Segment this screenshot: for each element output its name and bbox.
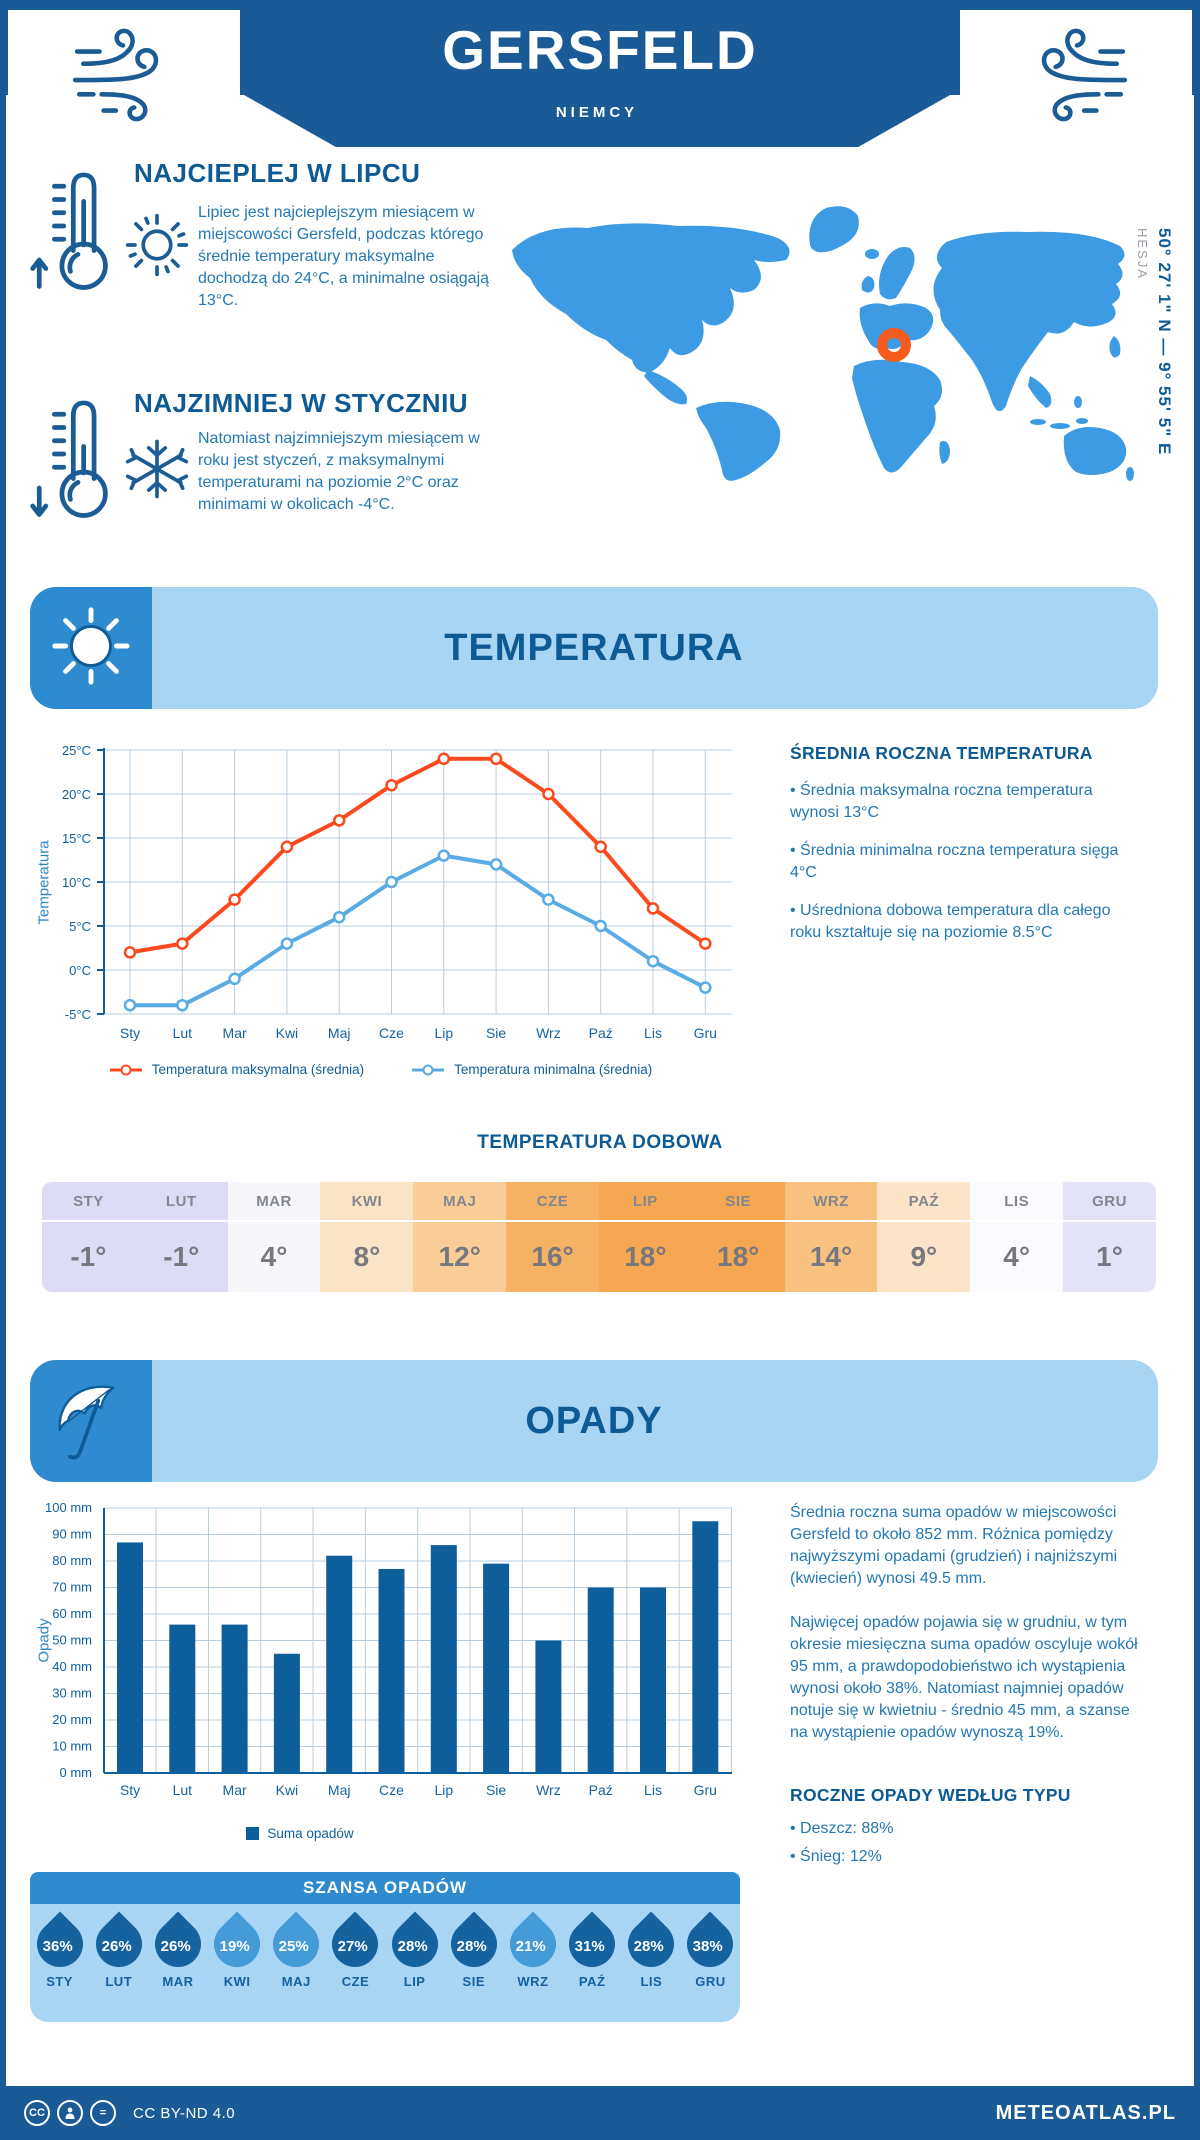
page-subtitle: NIEMCY bbox=[555, 104, 639, 121]
daily-temp-month: MAR bbox=[228, 1182, 321, 1222]
droplet-icon: 27% bbox=[323, 1911, 388, 1976]
svg-text:Maj: Maj bbox=[327, 1025, 351, 1041]
daily-temp-value: 16° bbox=[531, 1241, 574, 1272]
coldest-text: Natomiast najzimniejszym miesiącem w roku jest styczeń, z maksymalnymi temperaturami na poziomie 2°C oraz minimami w okolicach -4°C. bbox=[198, 430, 480, 513]
temperature-legend bbox=[20, 1062, 740, 1077]
wind-box-right bbox=[960, 10, 1192, 148]
daily-temp-value: 1° bbox=[1096, 1241, 1123, 1272]
license-label: CC BY-ND 4.0 bbox=[133, 2104, 236, 2122]
cc-icon: CC bbox=[24, 2100, 50, 2126]
temperature-y-axis-label: Temperatura bbox=[35, 840, 53, 925]
svg-text:Cze: Cze bbox=[379, 1782, 404, 1798]
droplet-icon: 21% bbox=[500, 1911, 565, 1976]
svg-text:Kwi: Kwi bbox=[275, 1782, 299, 1798]
rain-chance-item bbox=[622, 1915, 681, 2022]
rain-chance-item bbox=[267, 1915, 326, 2022]
svg-text:70 mm: 70 mm bbox=[52, 1579, 92, 1595]
footer bbox=[0, 2086, 1200, 2140]
svg-text:Sie: Sie bbox=[485, 1025, 507, 1041]
page-border-right bbox=[1194, 0, 1200, 2140]
daily-temp-value: -1° bbox=[70, 1241, 107, 1272]
rain-chance-item bbox=[444, 1915, 503, 2022]
temperature-summary-title: ŚREDNIA ROCZNA TEMPERATURA bbox=[790, 743, 1093, 763]
daily-temp-value: -1° bbox=[163, 1241, 200, 1272]
rain-chance-drops bbox=[30, 1904, 740, 2022]
temperature-banner bbox=[30, 587, 1158, 709]
thermometer-low-icon bbox=[26, 386, 130, 527]
svg-text:10°C: 10°C bbox=[61, 875, 91, 890]
daily-temp-month: MAJ bbox=[413, 1182, 506, 1222]
daily-temp-month: GRU bbox=[1063, 1182, 1156, 1222]
droplet-icon: 28% bbox=[441, 1911, 506, 1976]
precipitation-banner bbox=[30, 1360, 1158, 1482]
daily-temp-cell bbox=[970, 1182, 1063, 1292]
precipitation-type-title: ROCZNE OPADY WEDŁUG TYPU bbox=[790, 1785, 1071, 1805]
daily-temp-cell bbox=[42, 1182, 135, 1292]
cc-nd-icon: = bbox=[90, 2100, 116, 2126]
rain-chance-item bbox=[326, 1915, 385, 2022]
precipitation-summary bbox=[790, 1502, 1142, 1868]
daily-temp-month: CZE bbox=[506, 1182, 599, 1222]
precipitation-para2: Najwięcej opadów pojawia się w grudniu, w tym okresie miesięczna suma opadów oscyluje wokół 95 mm, a prawdopodobieństwo ich wystąpienia wynosi około 38%. Natomiast najmniej opadów notuje się w kwietniu - średnio 45 mm, a szanse na wystąpienie opadów wynoszą 19%. bbox=[790, 1614, 1138, 1741]
daily-temp-month: LIS bbox=[970, 1182, 1063, 1222]
svg-text:Lis: Lis bbox=[644, 1025, 662, 1041]
legend-item bbox=[246, 1826, 353, 1841]
wind-icon bbox=[1013, 21, 1139, 138]
svg-text:Sty: Sty bbox=[119, 1025, 141, 1041]
temperature-bullet: • Średnia minimalna roczna temperatura sięga 4°C bbox=[790, 840, 1142, 884]
wind-box-left bbox=[8, 10, 240, 148]
droplet-month: PAŹ bbox=[578, 1974, 606, 1989]
daily-temp-value: 14° bbox=[809, 1241, 853, 1272]
svg-text:40 mm: 40 mm bbox=[52, 1659, 92, 1674]
daily-temp-cell bbox=[692, 1182, 785, 1292]
svg-text:Maj: Maj bbox=[327, 1782, 351, 1798]
temperature-section-title: TEMPERATURA bbox=[444, 627, 744, 669]
snowflake-icon bbox=[124, 436, 190, 507]
svg-text:0 mm: 0 mm bbox=[59, 1765, 92, 1780]
temperature-summary bbox=[790, 742, 1142, 944]
droplet-month: STY bbox=[46, 1974, 73, 1989]
svg-text:5°C: 5°C bbox=[69, 919, 91, 934]
precipitation-type: • Śnieg: 12% bbox=[790, 1846, 1142, 1868]
world-map bbox=[478, 190, 1138, 495]
droplet-month: SIE bbox=[462, 1974, 486, 1989]
header-ribbon bbox=[244, 95, 950, 147]
daily-temp-cell bbox=[785, 1182, 878, 1292]
droplet-month: LIP bbox=[403, 1974, 426, 1989]
svg-text:Kwi: Kwi bbox=[275, 1025, 299, 1041]
svg-text:Cze: Cze bbox=[379, 1025, 404, 1041]
daily-temp-value: 18° bbox=[717, 1241, 760, 1272]
daily-temp-month: SIE bbox=[692, 1182, 785, 1222]
map-continents bbox=[512, 206, 1134, 481]
page-title: GERSFELD bbox=[442, 19, 758, 81]
daily-temp-value: 9° bbox=[910, 1241, 938, 1272]
daily-temp-cell bbox=[599, 1182, 692, 1292]
droplet-icon: 25% bbox=[264, 1911, 329, 1976]
svg-text:-5°C: -5°C bbox=[64, 1007, 91, 1022]
daily-temp-month: STY bbox=[42, 1182, 135, 1222]
daily-temp-value: 8° bbox=[353, 1241, 381, 1272]
temperature-bullet: • Uśredniona dobowa temperatura dla całego roku kształtuje się na poziomie 8.5°C bbox=[790, 900, 1142, 944]
rain-chance-item bbox=[148, 1915, 207, 2022]
svg-text:Lip: Lip bbox=[434, 1782, 454, 1798]
svg-text:Lut: Lut bbox=[172, 1025, 193, 1041]
droplet-icon: 28% bbox=[619, 1911, 684, 1976]
svg-text:50 mm: 50 mm bbox=[52, 1632, 92, 1648]
daily-temp-value: 4° bbox=[1003, 1241, 1031, 1272]
svg-text:0°C: 0°C bbox=[69, 963, 91, 978]
daily-temp-cell bbox=[506, 1182, 599, 1292]
precipitation-legend bbox=[0, 1826, 600, 1841]
rain-chance-item bbox=[563, 1915, 622, 2022]
daily-temp-cell bbox=[228, 1182, 321, 1292]
droplet-icon: 31% bbox=[560, 1911, 625, 1976]
thermometer-high-icon bbox=[26, 158, 130, 299]
legend-swatch bbox=[246, 1827, 259, 1840]
legend-item: Temperatura minimalna (średnia) bbox=[410, 1062, 652, 1077]
svg-text:15°C: 15°C bbox=[61, 831, 91, 846]
droplet-month: LUT bbox=[105, 1974, 133, 1989]
cc-by-icon bbox=[57, 2100, 83, 2126]
svg-text:20 mm: 20 mm bbox=[52, 1712, 92, 1727]
warmest-title: NAJCIEPLEJ W LIPCU bbox=[134, 158, 421, 188]
daily-temp-value: 12° bbox=[438, 1241, 481, 1272]
svg-text:Gru: Gru bbox=[693, 1782, 717, 1798]
droplet-icon: 36% bbox=[27, 1911, 92, 1976]
droplet-icon: 28% bbox=[382, 1911, 447, 1976]
droplet-month: LIS bbox=[640, 1974, 663, 1989]
brand-label: METEOATLAS.PL bbox=[995, 2101, 1176, 2124]
svg-text:60 mm: 60 mm bbox=[52, 1606, 92, 1621]
daily-temp-cell bbox=[877, 1182, 970, 1292]
rain-chance-item bbox=[681, 1915, 740, 2022]
rain-chance-item bbox=[503, 1915, 562, 2022]
svg-text:Lut: Lut bbox=[172, 1782, 193, 1798]
svg-text:Lis: Lis bbox=[644, 1782, 662, 1798]
daily-temp-cell bbox=[413, 1182, 506, 1292]
svg-text:80 mm: 80 mm bbox=[52, 1553, 92, 1568]
precipitation-para1: Średnia roczna suma opadów w miejscowości Gersfeld to około 852 mm. Różnica pomiędzy najwyższymi opadami (grudzień) i najniższymi (kwiecień) wynosi 49.5 mm. bbox=[790, 1504, 1118, 1587]
daily-temp-month: KWI bbox=[320, 1182, 413, 1222]
sun-icon bbox=[124, 212, 190, 283]
temperature-bullet: • Średnia maksymalna roczna temperatura wynosi 13°C bbox=[790, 780, 1142, 824]
daily-temp-month: LIP bbox=[599, 1182, 692, 1222]
daily-temp-cell bbox=[320, 1182, 413, 1292]
precipitation-type: • Deszcz: 88% bbox=[790, 1818, 1142, 1840]
precipitation-section-title: OPADY bbox=[525, 1400, 663, 1442]
svg-text:25°C: 25°C bbox=[61, 743, 91, 758]
wind-icon bbox=[61, 21, 187, 138]
region-label: HESJA bbox=[1135, 228, 1150, 280]
daily-temperature-table bbox=[42, 1182, 1156, 1292]
svg-text:20°C: 20°C bbox=[61, 787, 91, 802]
daily-temp-value: 18° bbox=[624, 1241, 667, 1272]
daily-temp-cell bbox=[1063, 1182, 1156, 1292]
svg-text:Mar: Mar bbox=[222, 1782, 247, 1798]
legend-item: Temperatura maksymalna (średnia) bbox=[108, 1062, 364, 1077]
coldest-title: NAJZIMNIEJ W STYCZNIU bbox=[134, 388, 469, 418]
svg-text:100 mm: 100 mm bbox=[45, 1500, 92, 1515]
droplet-icon: 38% bbox=[678, 1911, 743, 1976]
rain-chance-item bbox=[208, 1915, 267, 2022]
svg-text:Wrz: Wrz bbox=[536, 1782, 561, 1798]
svg-text:Lip: Lip bbox=[434, 1025, 454, 1041]
svg-text:Sty: Sty bbox=[119, 1782, 141, 1798]
precipitation-y-axis-label: Opady bbox=[35, 1618, 53, 1663]
svg-text:Sie: Sie bbox=[485, 1782, 507, 1798]
temperature-line-chart bbox=[20, 736, 740, 1048]
daily-temp-month: WRZ bbox=[785, 1182, 878, 1222]
daily-temp-month: PAŹ bbox=[877, 1182, 970, 1222]
page-border-left bbox=[0, 0, 6, 2140]
precipitation-bar-chart bbox=[20, 1496, 740, 1802]
daily-temp-month: LUT bbox=[135, 1182, 228, 1222]
droplet-icon: 26% bbox=[86, 1911, 151, 1976]
svg-text:30 mm: 30 mm bbox=[52, 1685, 92, 1701]
droplet-month: MAR bbox=[162, 1974, 194, 1989]
svg-text:Gru: Gru bbox=[693, 1025, 717, 1041]
droplet-icon: 26% bbox=[145, 1911, 210, 1976]
coordinates-label: 50° 27' 1" N — 9° 55' 5" E bbox=[1155, 228, 1174, 456]
svg-text:Paź: Paź bbox=[588, 1782, 613, 1798]
svg-text:10 mm: 10 mm bbox=[52, 1738, 92, 1754]
droplet-icon: 19% bbox=[205, 1911, 270, 1976]
droplet-month: WRZ bbox=[517, 1974, 549, 1989]
svg-text:Wrz: Wrz bbox=[536, 1025, 561, 1041]
svg-text:Paź: Paź bbox=[588, 1025, 613, 1041]
svg-text:Mar: Mar bbox=[222, 1025, 247, 1041]
svg-text:90 mm: 90 mm bbox=[52, 1526, 92, 1542]
droplet-month: MAJ bbox=[281, 1974, 311, 1989]
rain-chance-item bbox=[385, 1915, 444, 2022]
legend-label: Suma opadów bbox=[267, 1826, 354, 1841]
rain-chance-item bbox=[89, 1915, 148, 2022]
daily-temp-cell bbox=[135, 1182, 228, 1292]
droplet-month: CZE bbox=[341, 1974, 370, 1989]
daily-temp-value: 4° bbox=[260, 1241, 288, 1272]
droplet-month: GRU bbox=[695, 1974, 726, 1989]
daily-temperature-title: TEMPERATURA DOBOWA bbox=[477, 1132, 723, 1153]
rain-chance-item bbox=[30, 1915, 89, 2022]
rain-chance-title: SZANSA OPADÓW bbox=[30, 1872, 740, 1904]
droplet-month: KWI bbox=[223, 1974, 251, 1989]
warmest-text: Lipiec jest najcieplejszym miesiącem w miejscowości Gersfeld, podczas którego średnie temperatury maksymalne dochodzą do 24°C, a minimalne osiągają 13°C. bbox=[198, 204, 490, 309]
